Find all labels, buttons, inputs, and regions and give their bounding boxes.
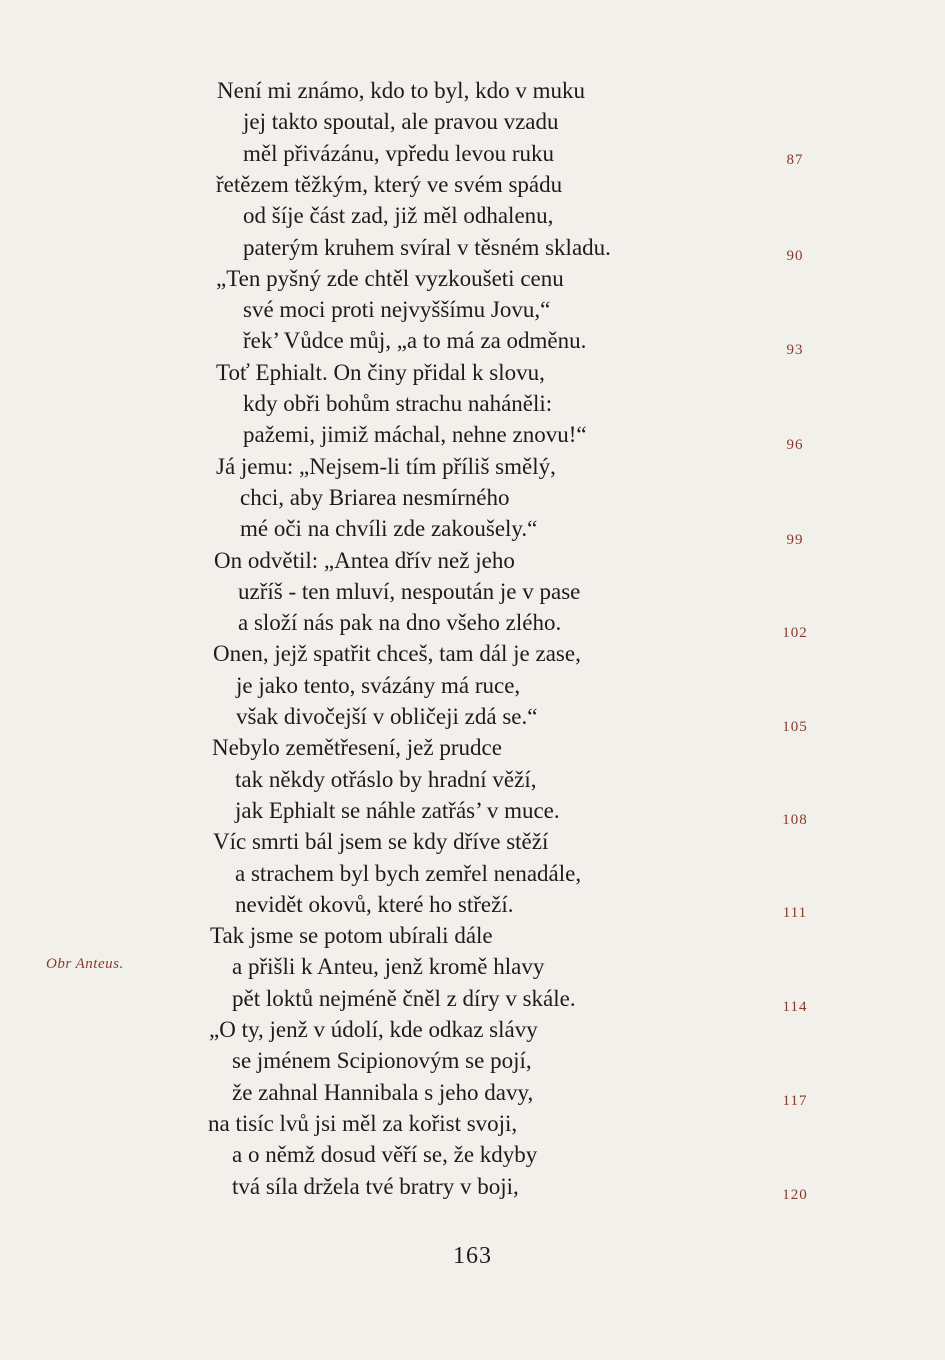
verse-line: Není mi známo, kdo to byl, kdo v muku [217, 78, 585, 103]
verse-line: a přišli k Anteu, jenž kromě hlavy [232, 954, 545, 980]
verse-line: Nebylo zemětřesení, jež prudce [212, 735, 502, 761]
line-number: 99 [786, 532, 804, 548]
verse-line: jak Ephialt se náhle zatřás’ v muce. [235, 797, 560, 823]
verse-line: řetězem těžkým, který ve svém spádu [216, 171, 563, 197]
verse-line: chci, aby Briarea nesmírného [240, 484, 510, 510]
verse-line: „Ten pyšný zde chtěl vyzkoušeti cenu [216, 265, 564, 291]
line-number: 102 [782, 625, 808, 641]
verse-line: je jako tento, svázány má ruce, [236, 672, 521, 698]
line-number: 114 [782, 999, 808, 1015]
verse-line: se jménem Scipionovým se pojí, [232, 1048, 532, 1074]
verse-line: mé oči na chvíli zde zakoušely.“ [240, 516, 538, 542]
verse-line: a o němž dosud věří se, že kdyby [232, 1142, 538, 1168]
line-number: 120 [782, 1187, 808, 1203]
verse-line: paterým kruhem svíral v těsném skladu. [243, 234, 611, 260]
verse-line: Tak jsme se potom ubírali dále [210, 923, 493, 949]
verse-line: kdy obři bohům strachu naháněli: [243, 391, 553, 416]
verse-line: pět loktů nejméně čněl z díry v skále. [232, 985, 576, 1011]
line-number: 111 [782, 905, 808, 921]
verse-line: Já jemu: „Nejsem-li tím příliš smělý, [216, 453, 556, 479]
line-number: 96 [786, 437, 804, 453]
verse-line: na tisíc lvů jsi měl za kořist svoji, [208, 1110, 518, 1136]
verse-line: On odvětil: „Antea dřív než jeho [214, 547, 515, 573]
line-number: 108 [782, 812, 808, 828]
line-number: 93 [786, 342, 804, 358]
verse-line: řek’ Vůdce můj, „a to má za odměnu. [243, 328, 587, 354]
verse-line: a strachem byl bych zemřel nenadále, [235, 860, 582, 886]
margin-note: Obr Anteus. [46, 956, 124, 972]
verse-line: a složí nás pak na dno všeho zlého. [238, 610, 562, 636]
verse-line: tvá síla držela tvé bratry v boji, [232, 1173, 519, 1199]
line-number: 117 [782, 1093, 808, 1109]
verse-line: že zahnal Hannibala s jeho davy, [232, 1079, 534, 1105]
line-number: 87 [786, 152, 804, 168]
verse-line: od šíje část zad, již měl odhalenu, [243, 203, 554, 229]
line-number: 90 [786, 248, 804, 264]
verse-line: uzříš - ten mluví, nespoután je v pase [238, 578, 581, 604]
page-number: 163 [453, 1243, 492, 1269]
verse-line: tak někdy otřáslo by hradní věží, [235, 766, 537, 792]
verse-line: Onen, jejž spatřit chceš, tam dál je zase, [213, 641, 581, 667]
verse-line: měl přivázánu, vpředu levou ruku [243, 140, 555, 166]
verse-line: však divočejší v obličeji zdá se.“ [236, 704, 538, 729]
verse-line: své moci proti nejvyššímu Jovu,“ [243, 297, 551, 323]
verse-line: pažemi, jimiž máchal, nehne znovu!“ [243, 422, 587, 448]
verse-line: nevidět okovů, které ho střeží. [235, 891, 514, 917]
verse-line: Víc smrti bál jsem se kdy dříve stěží [213, 829, 549, 855]
verse-line: Toť Ephialt. On činy přidal k slovu, [216, 359, 545, 385]
verse-line: „O ty, jenž v údolí, kde odkaz slávy [209, 1017, 538, 1042]
verse-line: jej takto spoutal, ale pravou vzadu [243, 109, 559, 135]
line-number: 105 [782, 719, 808, 735]
